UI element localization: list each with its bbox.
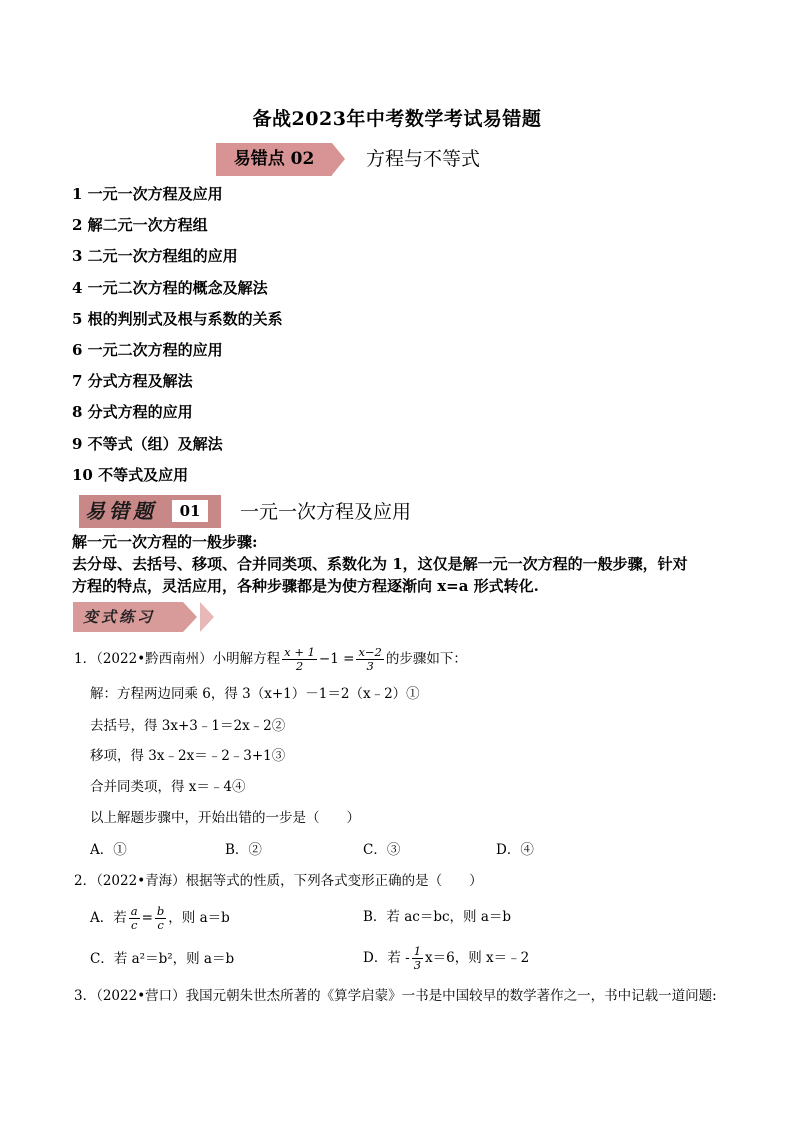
list-item: 6 一元二次方程的应用 <box>72 340 223 359</box>
list-item: 5 根的判别式及根与系数的关系 <box>72 309 283 328</box>
fraction: $\frac{b}{c}$ <box>156 904 165 932</box>
question-1-stem: 1．（2022•黔西南州）小明解方程 $\frac{x + 1}{2}$ −1 = $\frac{x-2}{3}$ 的步骤如下： <box>74 645 467 673</box>
fraction: $\frac{x + 1}{2}$ <box>284 645 315 673</box>
option-b: B．若 ac＝bc，则 a＝b <box>363 909 512 925</box>
option-c: C．③ <box>363 842 401 858</box>
question-3-stem: 3．（2022•营口）我国元朝朱世杰所著的《算学启蒙》一书是中国较早的数学著作之一，书中记载一道问题: <box>74 988 717 1004</box>
banner-number: 01 <box>172 500 208 522</box>
banner-label: 变式练习 <box>83 608 156 626</box>
solution-step: 去括号，得 3x+3﹣1＝2x﹣2② <box>90 718 286 734</box>
chevron-icon <box>183 602 197 632</box>
option-a: A．① <box>90 842 127 858</box>
error-banner <box>79 495 221 528</box>
list-item: 8 分式方程的应用 <box>72 403 193 422</box>
option-d: D．若 - $\frac{1}{3}$ x＝6，则 x＝﹣2 <box>363 944 530 972</box>
option-b: B．② <box>225 842 262 858</box>
banner-arrow <box>332 143 345 175</box>
fraction: $\frac{a}{c}$ <box>130 904 138 932</box>
list-item: 7 分式方程及解法 <box>72 372 193 391</box>
list-item: 4 一元二次方程的概念及解法 <box>72 278 268 297</box>
practice-banner <box>73 602 183 632</box>
chevron-icon <box>200 602 214 632</box>
fraction: $\frac{1}{3}$ <box>413 944 422 972</box>
intro-line: 解一元一次方程的一般步骤: <box>72 533 258 551</box>
solution-step: 合并同类项，得 x＝﹣4④ <box>90 779 246 795</box>
page-title: 备战2023年中考数学考试易错题 <box>252 108 542 130</box>
banner-label: 易错点 02 <box>233 149 315 169</box>
intro-line: 去分母、去括号、移项、合并同类项、系数化为 1，这仅是解一元一次方程的一般步骤，针对 <box>72 555 688 573</box>
intro-line: 方程的特点，灵活应用，各种步骤都是为使方程逐渐向 x=a 形式转化. <box>72 577 539 595</box>
list-item: 2 解二元一次方程组 <box>72 216 208 235</box>
option-c: C．若 a²＝b²，则 a＝b <box>90 951 235 967</box>
banner-label: 易错题 <box>85 499 157 523</box>
question-2-stem: 2．（2022•青海）根据等式的性质，下列各式变形正确的是（ ） <box>74 873 483 889</box>
section-banner <box>216 143 332 176</box>
list-item: 3 二元一次方程组的应用 <box>72 247 238 266</box>
solution-step: 移项，得 3x﹣2x＝﹣2﹣3+1③ <box>90 748 286 764</box>
list-item: 10 不等式及应用 <box>72 465 189 484</box>
section-title: 方程与不等式 <box>366 148 481 170</box>
option-d: D．④ <box>496 842 534 858</box>
option-a: A．若 $\frac{a}{c}$ = $\frac{b}{c}$ ，则 a＝b <box>90 904 230 932</box>
list-item: 1 一元一次方程及应用 <box>72 185 223 203</box>
question-prompt: 以上解题步骤中，开始出错的一步是（ ） <box>90 810 360 826</box>
list-item: 9 不等式（组）及解法 <box>72 434 223 453</box>
solution-step: 解：方程两边同乘 6，得 3（x+1）－1＝2（x﹣2）① <box>90 686 420 702</box>
topic-list <box>72 181 283 493</box>
subsection-title: 一元一次方程及应用 <box>240 501 412 523</box>
fraction: $\frac{x-2}{3}$ <box>358 645 382 673</box>
